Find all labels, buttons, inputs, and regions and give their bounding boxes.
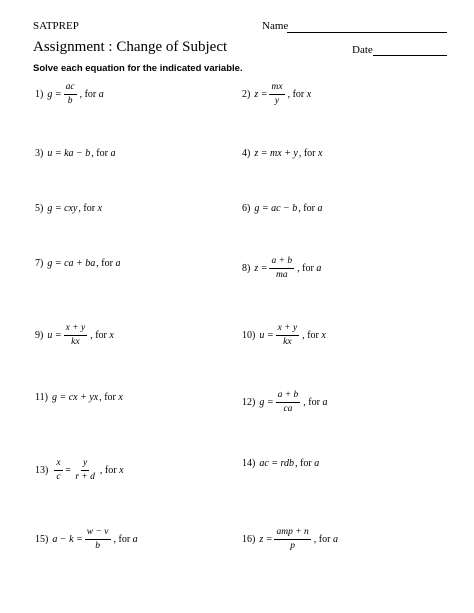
problem-number: 14): [242, 458, 256, 469]
date-label: Date: [352, 44, 373, 56]
fraction: $\frac{ac}{b}$: [65, 82, 75, 106]
problem-number: 8): [242, 263, 251, 274]
problem-1: 1) g = $\frac{ac}{b}$ , for a: [35, 82, 104, 106]
problem-6: 6) g = ac − b , for a: [242, 203, 323, 214]
problem-3: 3) u = ka − b , for a: [35, 148, 116, 159]
problem-number: 5): [35, 203, 44, 214]
date-field[interactable]: [373, 55, 447, 56]
problem-number: 9): [35, 330, 44, 341]
fraction: $\frac{w - v}{b}$: [86, 527, 109, 551]
fraction: $\frac{a + b}{ma}$: [271, 256, 293, 280]
problem-number: 13): [35, 465, 49, 476]
problem-number: 10): [242, 330, 256, 341]
problem-8: 8) z = $\frac{a + b}{ma}$ , for a: [242, 256, 322, 280]
problem-14: 14) ac = rdb , for a: [242, 458, 320, 469]
problem-number: 7): [35, 258, 44, 269]
problem-number: 16): [242, 534, 256, 545]
problem-4: 4) z = mx + y , for x: [242, 148, 323, 159]
name-label: Name: [262, 20, 289, 32]
problem-number: 12): [242, 397, 256, 408]
problem-number: 6): [242, 203, 251, 214]
fraction-left: $\frac{x}{c}$: [56, 458, 61, 482]
problem-2: 2) z = $\frac{mx}{y}$ , for x: [242, 82, 312, 106]
page-title: Assignment : Change of Subject: [33, 39, 228, 55]
problem-number: 4): [242, 148, 251, 159]
problem-5: 5) g = cxy , for x: [35, 203, 103, 214]
fraction: $\frac{mx}{y}$: [271, 82, 283, 106]
problem-number: 2): [242, 89, 251, 100]
problem-number: 11): [35, 392, 48, 403]
problem-16: 16) z = $\frac{\text{amp + n}}{p}$ , for a: [242, 527, 338, 551]
problem-12: 12) g = $\frac{a + b}{ca}$ , for a: [242, 390, 328, 414]
instructions: Solve each equation for the indicated variable.: [33, 63, 243, 74]
fraction: $\frac{a + b}{ca}$: [277, 390, 299, 414]
problem-number: 3): [35, 148, 44, 159]
problem-9: 9) u = $\frac{x + y}{kx}$ , for x: [35, 323, 114, 347]
name-field[interactable]: [287, 32, 447, 33]
problem-number: 1): [35, 89, 44, 100]
fraction: $\frac{x + y}{kx}$: [277, 323, 298, 347]
problem-13: 13) $\frac{x}{c}$ = $\frac{y}{r + d}$ , for x: [35, 458, 124, 482]
course-label: SATPREP: [33, 20, 79, 32]
problem-15: 15) a − k = $\frac{w - v}{b}$ , for a: [35, 527, 138, 551]
problem-11: 11) g = cx + yx , for x: [35, 392, 123, 403]
problem-7: 7) g = ca + ba , for a: [35, 258, 121, 269]
fraction: $\frac{\text{amp + n}}{p}$: [276, 527, 309, 551]
problem-number: 15): [35, 534, 49, 545]
fraction: $\frac{x + y}{kx}$: [65, 323, 86, 347]
fraction-right: $\frac{y}{r + d}$: [75, 458, 95, 482]
problem-10: 10) u = $\frac{x + y}{kx}$ , for x: [242, 323, 326, 347]
